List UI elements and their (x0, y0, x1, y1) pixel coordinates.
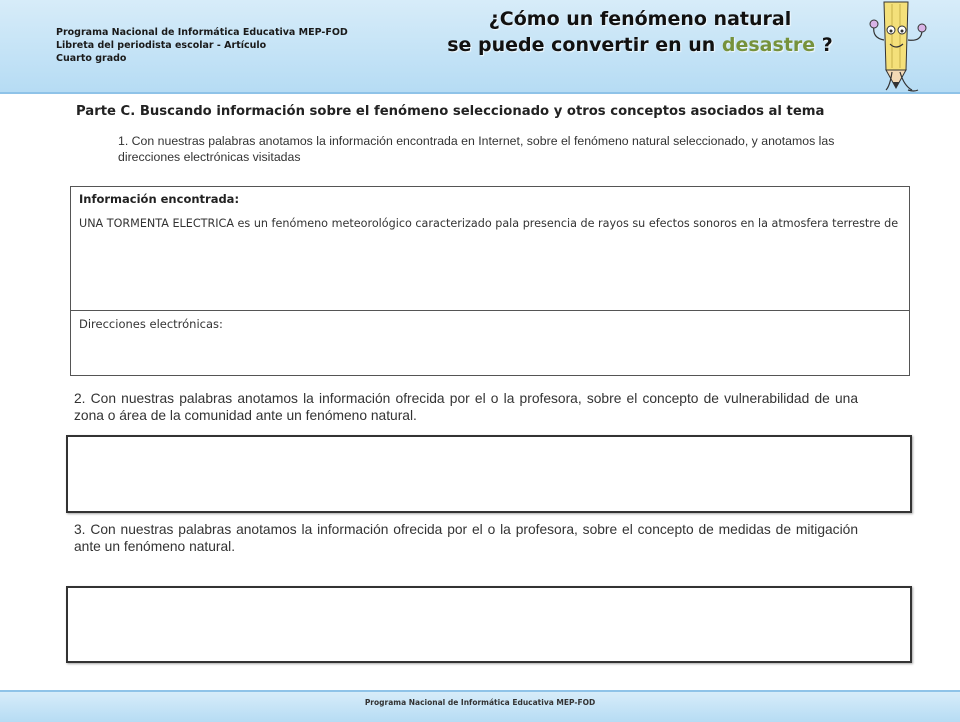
title-line-1: ¿Cómo un fenómeno natural (488, 8, 792, 30)
title-suffix: ? (815, 34, 833, 56)
info-label: Información encontrada: (79, 192, 240, 206)
pencil-character-icon (862, 0, 942, 96)
info-cell (71, 187, 909, 311)
question-3-text: 3. Con nuestras palabras anotamos la información ofrecida por el o la profesora, sobre el concepto de medidas de mitigación ante un fenómeno natural. (74, 522, 858, 554)
title-line-2 (430, 32, 850, 58)
header-banner (0, 0, 960, 94)
footer-text: Programa Nacional de Informática Educativa MEP-FOD (364, 698, 596, 707)
grade-level: Cuarto grado (56, 53, 127, 64)
info-table (70, 186, 910, 376)
notebook-name: Libreta del periodista escolar - Artículo (56, 40, 267, 51)
program-name: Programa Nacional de Informática Educativa MEP-FOD (56, 27, 348, 38)
question-2-text: 2. Con nuestras palabras anotamos la información ofrecida por el o la profesora, sobre el concepto de vulnerabilidad de una zona o área de la comunidad ante un fenómeno natural. (74, 391, 858, 423)
section-title: Parte C. Buscando información sobre el fenómeno seleccionado y otros conceptos asociados al tema (76, 104, 825, 119)
question-1-text: 1. Con nuestras palabras anotamos la información encontrada en Internet, sobre el fenómeno natural seleccionado, y anotamos las direcciones electrónicas visitadas (118, 134, 835, 164)
program-info (56, 26, 348, 65)
directions-label: Direcciones electrónicas: (79, 317, 223, 331)
info-text[interactable]: UNA TORMENTA ELECTRICA es un fenómeno meteorológico caracterizado pala presencia de rayos su efectos sonoros en la atmosfera terrestre de (79, 217, 899, 230)
title-accent-word: desastre (721, 34, 816, 56)
answer-box-2[interactable] (66, 435, 912, 513)
answer-box-3[interactable] (66, 586, 912, 663)
title-prefix: se puede convertir en un (447, 34, 722, 56)
footer-banner (0, 690, 960, 722)
page-title (430, 6, 850, 58)
